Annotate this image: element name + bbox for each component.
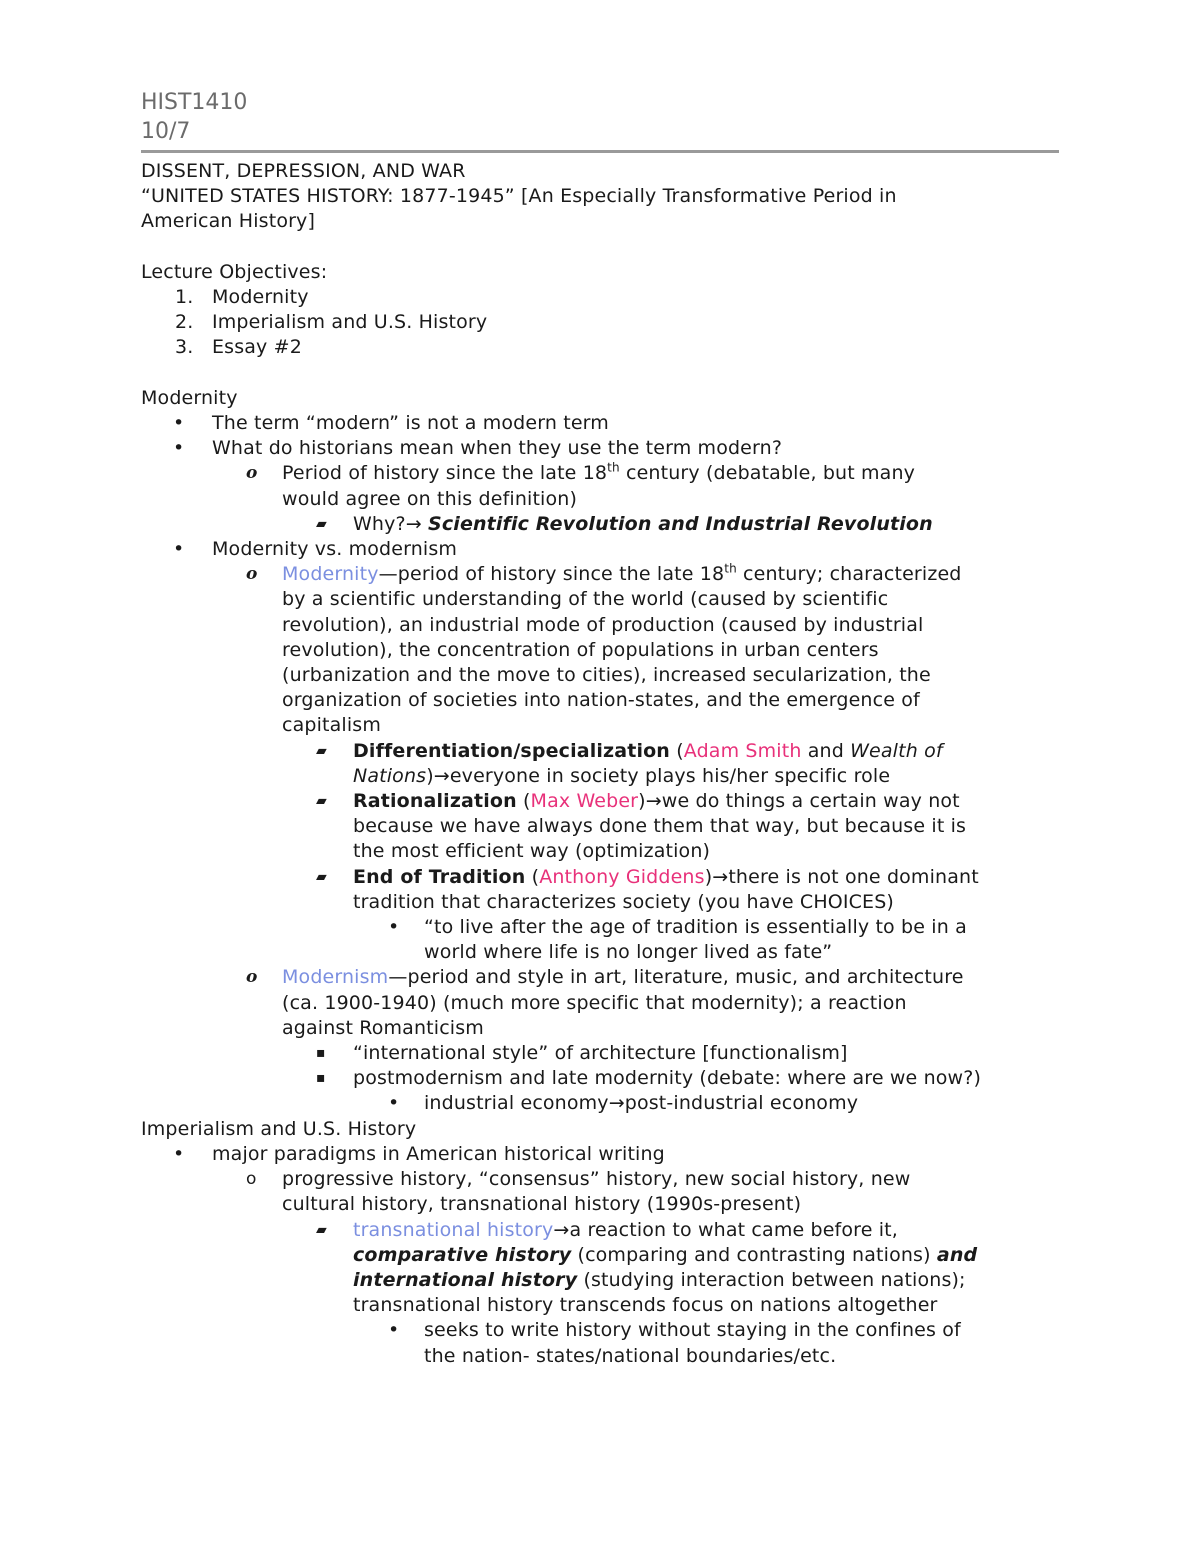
- sub-bullet-item: [141, 1167, 1061, 1192]
- document-header: [141, 88, 1061, 146]
- bullet-item: [141, 411, 1061, 436]
- continuation-text: (studying interaction between nations);: [577, 1268, 966, 1291]
- continuation-line: because we have always done them that way, but because it is: [353, 815, 967, 838]
- bullet-item: [141, 436, 1061, 461]
- objective-number: 1.: [175, 286, 194, 308]
- objective-text: Modernity: [212, 286, 309, 308]
- objective-text: Essay #2: [212, 336, 302, 359]
- bullet-dot-icon: •: [173, 437, 185, 460]
- continuation-text: (comparing and contrasting nations): [571, 1243, 937, 1266]
- continuation-line: transnational history transcends focus on nations altogether: [353, 1294, 938, 1317]
- notes-body: [141, 159, 1061, 1369]
- continuation-line: [141, 764, 1061, 789]
- document-page: [141, 88, 1061, 1369]
- bullet-circle-icon: o: [246, 564, 258, 585]
- bullet-circle-icon: o: [246, 463, 258, 484]
- term-modernity: Modernity: [282, 563, 379, 586]
- bullet-text: “international style” of architecture [functionalism]: [353, 1042, 848, 1065]
- continuation-line: [141, 1243, 1061, 1268]
- revolutions-emphasis: Scientific Revolution and Industrial Revolution: [428, 512, 933, 535]
- sub-bullet-item: [141, 461, 1061, 486]
- continuation-line: cultural history, transnational history (1990s-present): [282, 1193, 802, 1216]
- objective-item: [141, 285, 1061, 310]
- objective-text: Imperialism and U.S. History: [212, 311, 488, 334]
- sub-sub-bullet-item: [141, 739, 1061, 764]
- superscript: th: [724, 561, 737, 576]
- bullet-text: major paradigms in American historical writing: [212, 1142, 665, 1165]
- continuation-line: capitalism: [282, 714, 381, 737]
- definition-text: —period of history since the late 18: [378, 563, 725, 586]
- bullet-dot-icon: •: [173, 538, 185, 561]
- continuation-text: →a reaction to what came before it,: [553, 1218, 898, 1241]
- bullet-circle-icon: o: [246, 1169, 257, 1190]
- sub-sub-bullet-item: [141, 1041, 1061, 1066]
- book-title: Nations: [353, 764, 427, 787]
- continuation-text: )→we do things a certain way not: [638, 790, 960, 813]
- objective-item: [141, 335, 1061, 360]
- bullet-square-icon: ▪: [316, 1045, 326, 1062]
- person-name: Max Weber: [530, 790, 639, 813]
- bullet-dot-icon: •: [388, 1092, 400, 1115]
- continuation-line: organization of societies into nation-states, and the emergence of: [282, 689, 920, 712]
- continuation-line: (urbanization and the move to cities), increased secularization, the: [282, 664, 931, 687]
- bullet-square-icon: ▰: [316, 742, 327, 759]
- title-line-1: DISSENT, DEPRESSION, AND WAR: [141, 160, 466, 182]
- lecture-date: 10/7: [141, 119, 191, 144]
- concept-end-of-tradition: End of Tradition: [353, 865, 526, 888]
- sub-bullet-text: Period of history since the late 18: [282, 462, 608, 485]
- bullet-square-icon: ▰: [316, 1221, 327, 1238]
- term-modernism: Modernism: [282, 966, 389, 989]
- sub-bullet-item: [141, 562, 1061, 587]
- continuation-line: the most efficient way (optimization): [353, 840, 711, 863]
- sub-bullet-text: progressive history, “consensus” history, new social history, new: [282, 1168, 911, 1191]
- continuation-line: would agree on this definition): [282, 487, 578, 510]
- objective-number: 3.: [175, 336, 194, 359]
- continuation-text: )→there is not one dominant: [704, 865, 979, 888]
- concept-rationalization: Rationalization: [353, 790, 517, 813]
- why-text: Why?→: [353, 512, 429, 535]
- bullet-circle-icon: o: [246, 967, 258, 988]
- bullet-item: [141, 1142, 1061, 1167]
- bullet-text: The term “modern” is not a modern term: [212, 412, 609, 434]
- sub-bullet-text: century (debatable, but many: [619, 462, 916, 485]
- continuation-line: the nation- states/national boundaries/etc.: [424, 1344, 837, 1367]
- quote-bullet-item: [141, 1318, 1061, 1343]
- bullet-text: seeks to write history without staying in the confines of: [424, 1319, 961, 1342]
- bullet-text: What do historians mean when they use the term modern?: [212, 437, 783, 460]
- paren: (: [516, 790, 531, 813]
- sub-sub-bullet-item: [141, 865, 1061, 890]
- objective-number: 2.: [175, 311, 194, 334]
- sub-sub-bullet-item: [141, 1218, 1061, 1243]
- bullet-square-icon: ▰: [316, 793, 327, 810]
- continuation-line: against Romanticism: [282, 1016, 484, 1039]
- continuation-line: [141, 1268, 1061, 1293]
- continuation-text: )→everyone in society plays his/her specific role: [426, 764, 891, 787]
- bullet-item: [141, 537, 1061, 562]
- quote-bullet-item: [141, 1091, 1061, 1116]
- book-title: Wealth of: [850, 739, 943, 762]
- term-comparative-history: comparative history: [353, 1243, 572, 1266]
- superscript: th: [607, 461, 620, 476]
- quote-text: “to live after the age of tradition is essentially to be in a: [424, 916, 967, 939]
- bullet-square-icon: ▪: [316, 1070, 326, 1087]
- imperialism-heading: Imperialism and U.S. History: [141, 1117, 417, 1140]
- sub-bullet-item: [141, 965, 1061, 990]
- bullet-square-icon: ▰: [316, 515, 327, 532]
- bullet-dot-icon: •: [173, 412, 185, 434]
- sub-sub-bullet-item: [141, 1066, 1061, 1091]
- continuation-line: by a scientific understanding of the world (caused by scientific: [282, 588, 889, 611]
- definition-text: century; characterized: [736, 563, 962, 586]
- concept-differentiation: Differentiation/specialization: [353, 739, 670, 762]
- sub-sub-bullet-item: [141, 789, 1061, 814]
- course-code: HIST1410: [141, 90, 248, 115]
- quote-bullet-item: [141, 915, 1061, 940]
- bullet-text: Modernity vs. modernism: [212, 538, 458, 561]
- sub-sub-bullet-item: [141, 512, 1061, 537]
- title-line-2: “UNITED STATES HISTORY: 1877-1945” [An Especially Transformative Period in: [141, 185, 897, 208]
- definition-text: —period and style in art, literature, music, and architecture: [388, 966, 964, 989]
- bullet-dot-icon: •: [388, 916, 400, 939]
- modernity-heading: Modernity: [141, 386, 238, 409]
- bullet-dot-icon: •: [173, 1142, 185, 1165]
- and-emphasis: and: [936, 1243, 978, 1266]
- title-line-3: American History]: [141, 210, 316, 233]
- bullet-text: postmodernism and late modernity (debate: where are we now?): [353, 1067, 982, 1090]
- term-international-history: international history: [353, 1268, 578, 1291]
- paren: (: [670, 739, 684, 762]
- person-name: Adam Smith: [683, 739, 802, 762]
- person-name: Anthony Giddens: [539, 865, 705, 888]
- continuation-line: tradition that characterizes society (you have CHOICES): [353, 890, 894, 913]
- and-text: and: [801, 739, 851, 762]
- objective-item: [141, 310, 1061, 335]
- continuation-line: world where life is no longer lived as fate”: [424, 941, 833, 964]
- bullet-text: industrial economy→post-industrial economy: [424, 1092, 859, 1115]
- paren: (: [525, 865, 540, 888]
- bullet-square-icon: ▰: [316, 868, 327, 885]
- bullet-dot-icon: •: [388, 1319, 400, 1342]
- continuation-line: revolution), an industrial mode of production (caused by industrial: [282, 613, 924, 636]
- continuation-line: (ca. 1900-1940) (much more specific that modernity); a reaction: [282, 991, 907, 1014]
- objectives-heading: Lecture Objectives:: [141, 260, 328, 283]
- header-divider: [141, 150, 1059, 153]
- continuation-line: revolution), the concentration of populations in urban centers: [282, 638, 879, 661]
- term-transnational-history: transnational history: [353, 1218, 554, 1241]
